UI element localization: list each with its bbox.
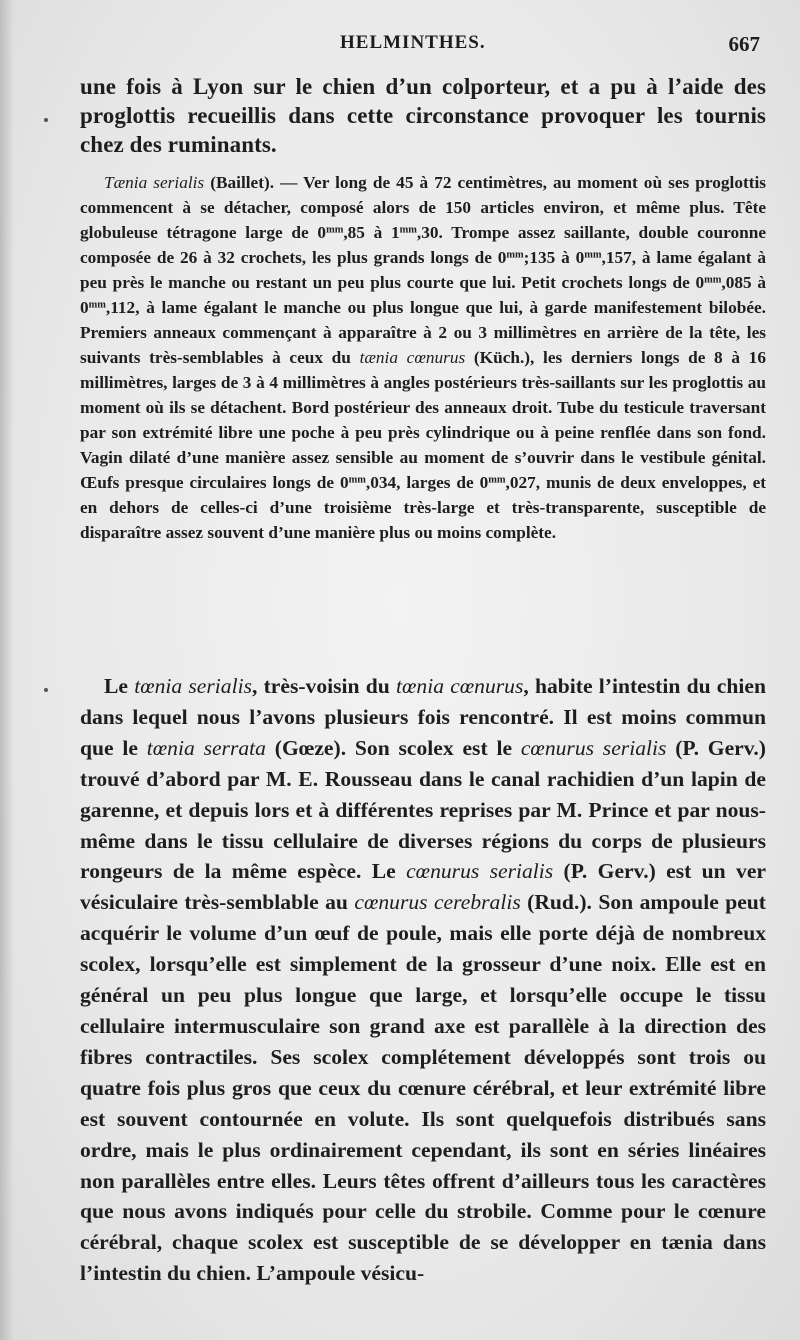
unit-superscript: mm: [584, 249, 602, 261]
margin-mark: [44, 688, 48, 692]
unit-superscript: mm: [704, 274, 722, 286]
running-head: HELMINTHES.: [340, 32, 486, 53]
margin-mark: [44, 118, 48, 122]
paragraph-continued: [80, 72, 766, 159]
description-text: ,30. Trompe assez saillante, double couronne composée de 26 à 32 crochets, les plus grands longs de 0: [80, 223, 766, 267]
paragraph-text: une fois à Lyon sur le chien d’un colporteur, et a pu à l’aide des proglottis recueillis dans cette circonstance provoquer les tournis chez des ruminants.: [80, 74, 766, 157]
description-text: ,034, larges de 0: [365, 473, 489, 492]
species-name: tœnia serrata: [146, 735, 266, 760]
species-name: tœnia serialis: [134, 674, 252, 698]
species-description: [80, 170, 766, 545]
page-header: [80, 26, 770, 66]
paragraph-text: , très-voisin du: [252, 674, 390, 698]
description-text: ,112, à lame égalant le manche ou plus longue que lui, à garde manifestement bilobée. Premiers anneaux commençant à apparaître à 2 ou 3 millimètres en arrière de la tête, les suivants très-semblables à ceux du: [80, 298, 766, 367]
species-author: (Baillet).: [210, 173, 275, 192]
description-text: ,027, munis de deux enveloppes, et en dehors de celles-ci d’une troisième très-large et très-transparente, susceptible de disparaître assez souvent d’une manière plus ou moins complète.: [80, 473, 766, 542]
description-text: — Ver long de 45 à 72 centimètres, au moment où ses proglottis commencent à se détacher, composé alors de 150 articles environ, et même plus. Tête globuleuse tétragone large de 0: [80, 173, 767, 242]
species-name: cœnurus serialis: [406, 859, 554, 884]
description-text: ,157, à lame égalant à peu près le manche ou restant un peu plus courte que lui. Petit crochets longs de 0: [80, 248, 766, 292]
unit-superscript: mm: [488, 474, 506, 486]
page-number: 667: [728, 32, 760, 56]
unit-superscript: mm: [348, 474, 366, 486]
paragraph-text: Le: [104, 674, 128, 698]
paragraph-text: (Gœze). Son scolex est le: [274, 735, 513, 760]
unit-superscript: mm: [88, 299, 106, 311]
page-gutter-shadow: [0, 0, 14, 1340]
species-name: tænia cœnurus: [359, 348, 466, 367]
unit-superscript: mm: [399, 224, 417, 236]
species-name: Tænia serialis: [104, 173, 205, 192]
discussion-paragraph: [80, 671, 766, 1289]
unit-superscript: mm: [326, 224, 344, 236]
species-name: cœnurus serialis: [520, 735, 667, 760]
unit-superscript: mm: [506, 249, 524, 261]
description-text: (Küch.), les derniers longs de 8 à 16 millimètres, larges de 3 à 4 millimètres à angles postérieurs très-saillants sur les proglottis au moment où ils se détachent. Bord postérieur des anneaux droit. Tube du testicule traversant par son extrémité libre une poche à peu près cylindrique ou à peine renflée dans son fond. Vagin dilaté d’une manière assez sensible au moment de s’ouvrir dans le vestibule génital. Œufs presque circulaires longs de 0: [80, 348, 766, 492]
paragraph-text: , habite l’intestin du chien dans lequel nous l’avons plusieurs fois rencontré. Il est moins commun que le: [80, 674, 766, 760]
paragraph-text: (P. Gerv.) trouvé d’abord par M. E. Rousseau dans le canal rachidien d’un lapin de garenne, et depuis lors et à différentes reprises par M. Prince et par nous-même dans le tissu cellulaire de diverses régions du corps de plusieurs rongeurs de la même espèce. Le: [80, 735, 766, 884]
paragraph-text: (Rud.). Son ampoule peut acquérir le volume d’un œuf de poule, mais elle porte déjà de nombreux scolex, lorsqu’elle est simplement de la grosseur d’une noix. Elle est en général un peu plus longue que large, et lorsqu’elle occupe le tissu cellulaire intermusculaire son grand axe est parallèle à la direction des fibres contractiles. Ses scolex complétement développés sont trois ou quatre fois plus gros que ceux du cœnure cérébral, et leur extrémité libre est souvent contournée en volute. Ils sont quelquefois distribués sans ordre, mais le plus ordinairement cependant, ils sont en séries linéaires non parallèles entre elles. Leurs têtes offrent d’ailleurs tous les caractères que nous avons indiqués pour celle du strobile. Comme pour le cœnure cérébral, chaque scolex est susceptible de se développer en tænia dans l’intestin du chien. L’ampoule vésicu-: [80, 890, 766, 1286]
description-text: ,85 à 1: [343, 223, 400, 242]
species-name: cœnurus cerebralis: [354, 890, 521, 915]
paragraph-text: (P. Gerv.) est un ver vésiculaire très-semblable au: [80, 859, 766, 915]
description-text: ;135 à 0: [523, 248, 585, 267]
species-name: tœnia cœnurus: [396, 674, 524, 698]
description-text: ,085 à 0: [80, 273, 766, 317]
